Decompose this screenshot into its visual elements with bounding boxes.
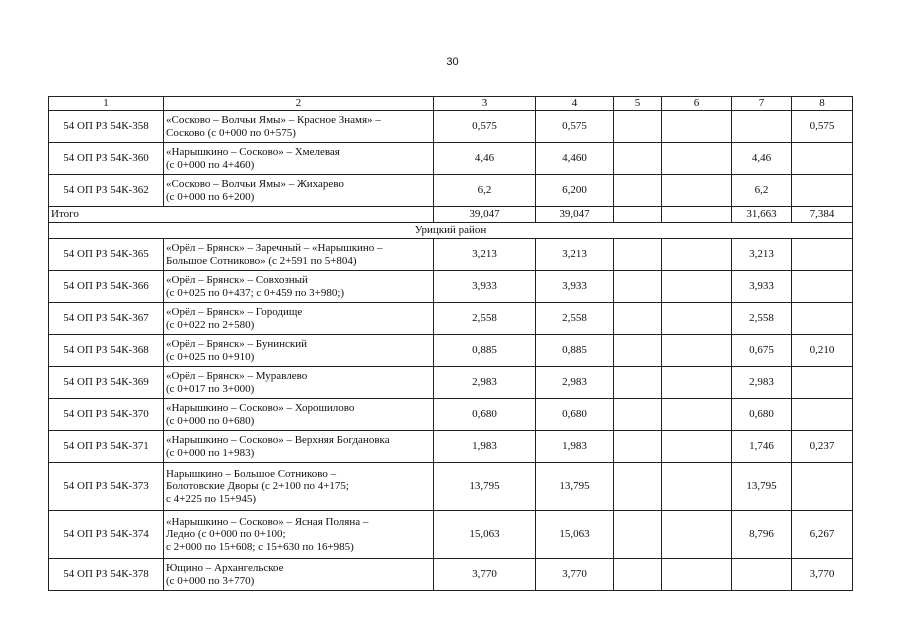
table-row bbox=[49, 271, 853, 303]
value-cell-5 bbox=[614, 335, 662, 367]
value-cell-5 bbox=[614, 303, 662, 335]
road-name-cell bbox=[164, 511, 434, 559]
value-cell-5 bbox=[614, 463, 662, 511]
value-cell-4: 3,933 bbox=[536, 271, 614, 303]
value-cell-8: 0,237 bbox=[792, 431, 853, 463]
value-cell-5 bbox=[614, 431, 662, 463]
value-cell-5 bbox=[614, 559, 662, 591]
header-cell: 6 bbox=[662, 97, 732, 111]
value-cell-6 bbox=[662, 511, 732, 559]
value-cell-7: 2,558 bbox=[732, 303, 792, 335]
road-name-line: с 2+000 по 15+608; с 15+630 по 16+985) bbox=[166, 540, 354, 553]
road-name-line: Нарышкино – Большое Сотниково – bbox=[166, 467, 337, 480]
value-cell-8: 0,210 bbox=[792, 335, 853, 367]
value-cell-7: 6,2 bbox=[732, 175, 792, 207]
road-name-cell bbox=[164, 303, 434, 335]
value-cell-3: 1,983 bbox=[434, 431, 536, 463]
road-name-cell bbox=[164, 111, 434, 143]
value-cell-3: 3,213 bbox=[434, 239, 536, 271]
road-number-cell: 54 ОП РЗ 54К-368 bbox=[49, 335, 164, 367]
value-cell-6 bbox=[662, 271, 732, 303]
table-row bbox=[49, 431, 853, 463]
value-cell-4: 2,983 bbox=[536, 367, 614, 399]
value-cell-3: 4,46 bbox=[434, 143, 536, 175]
region-row bbox=[49, 223, 853, 239]
road-name-line: «Нарышкино – Сосково» – Хмелевая bbox=[166, 146, 340, 158]
value-cell-6 bbox=[662, 335, 732, 367]
value-cell-6 bbox=[662, 431, 732, 463]
road-name-line: «Орёл – Брянск» – Бунинский bbox=[166, 338, 308, 350]
road-name-line: Болотовские Дворы (с 2+100 по 4+175; bbox=[166, 480, 349, 493]
road-name-cell bbox=[164, 431, 434, 463]
header-cell: 3 bbox=[434, 97, 536, 111]
table-row bbox=[49, 511, 853, 559]
road-name-line: (с 0+000 по 6+200) bbox=[166, 190, 255, 203]
road-name-line: «Орёл – Брянск» – Муравлево bbox=[166, 370, 308, 382]
page-number: 30 bbox=[446, 56, 459, 68]
value-cell-7 bbox=[732, 111, 792, 143]
value-cell-8 bbox=[792, 239, 853, 271]
total-value-4: 39,047 bbox=[536, 207, 614, 223]
road-name-line: «Нарышкино – Сосково» – Хорошилово bbox=[166, 402, 355, 414]
table-row bbox=[49, 111, 853, 143]
road-name-line: «Орёл – Брянск» – Совхозный bbox=[166, 274, 308, 286]
value-cell-8 bbox=[792, 303, 853, 335]
table-row bbox=[49, 239, 853, 271]
road-name-cell bbox=[164, 175, 434, 207]
header-row bbox=[49, 97, 853, 111]
road-number-cell: 54 ОП РЗ 54К-365 bbox=[49, 239, 164, 271]
value-cell-8 bbox=[792, 399, 853, 431]
value-cell-6 bbox=[662, 559, 732, 591]
road-name-line: (с 0+000 по 0+680) bbox=[166, 414, 255, 427]
road-name-cell bbox=[164, 463, 434, 511]
road-name-cell bbox=[164, 399, 434, 431]
table-row bbox=[49, 559, 853, 591]
value-cell-6 bbox=[662, 303, 732, 335]
value-cell-5 bbox=[614, 239, 662, 271]
value-cell-8: 3,770 bbox=[792, 559, 853, 591]
total-value-6 bbox=[662, 207, 732, 223]
value-cell-4: 1,983 bbox=[536, 431, 614, 463]
value-cell-5 bbox=[614, 111, 662, 143]
value-cell-8 bbox=[792, 175, 853, 207]
value-cell-5 bbox=[614, 399, 662, 431]
value-cell-7: 4,46 bbox=[732, 143, 792, 175]
table-row bbox=[49, 367, 853, 399]
total-value-8: 7,384 bbox=[792, 207, 853, 223]
road-number-cell: 54 ОП РЗ 54К-360 bbox=[49, 143, 164, 175]
road-number-cell: 54 ОП РЗ 54К-370 bbox=[49, 399, 164, 431]
value-cell-5 bbox=[614, 175, 662, 207]
value-cell-8: 6,267 bbox=[792, 511, 853, 559]
value-cell-5 bbox=[614, 367, 662, 399]
road-name-line: (с 0+000 по 4+460) bbox=[166, 158, 255, 171]
total-value-3: 39,047 bbox=[434, 207, 536, 223]
value-cell-7: 3,213 bbox=[732, 239, 792, 271]
value-cell-3: 0,575 bbox=[434, 111, 536, 143]
value-cell-3: 3,770 bbox=[434, 559, 536, 591]
road-name-line: Сосково (с 0+000 по 0+575) bbox=[166, 126, 296, 139]
region-title: Урицкий район bbox=[49, 223, 853, 239]
total-value-5 bbox=[614, 207, 662, 223]
value-cell-3: 15,063 bbox=[434, 511, 536, 559]
road-name-line: (с 0+000 по 1+983) bbox=[166, 446, 255, 459]
value-cell-8: 0,575 bbox=[792, 111, 853, 143]
road-name-line: (с 0+022 по 2+580) bbox=[166, 318, 255, 331]
value-cell-5 bbox=[614, 143, 662, 175]
value-cell-3: 0,885 bbox=[434, 335, 536, 367]
value-cell-6 bbox=[662, 143, 732, 175]
value-cell-4: 3,213 bbox=[536, 239, 614, 271]
road-name-line: (с 0+000 по 3+770) bbox=[166, 574, 255, 587]
value-cell-6 bbox=[662, 239, 732, 271]
value-cell-4: 2,558 bbox=[536, 303, 614, 335]
road-number-cell: 54 ОП РЗ 54К-374 bbox=[49, 511, 164, 559]
road-name-line: «Орёл – Брянск» – Городище bbox=[166, 306, 303, 318]
road-number-cell: 54 ОП РЗ 54К-371 bbox=[49, 431, 164, 463]
header-cell: 8 bbox=[792, 97, 853, 111]
table-row bbox=[49, 463, 853, 511]
value-cell-4: 0,885 bbox=[536, 335, 614, 367]
value-cell-3: 13,795 bbox=[434, 463, 536, 511]
road-name-cell bbox=[164, 335, 434, 367]
value-cell-7: 1,746 bbox=[732, 431, 792, 463]
value-cell-3: 2,983 bbox=[434, 367, 536, 399]
road-name-line: «Нарышкино – Сосково» – Ясная Поляна – bbox=[166, 515, 369, 528]
value-cell-6 bbox=[662, 367, 732, 399]
value-cell-6 bbox=[662, 111, 732, 143]
value-cell-7: 8,796 bbox=[732, 511, 792, 559]
value-cell-3: 6,2 bbox=[434, 175, 536, 207]
value-cell-3: 3,933 bbox=[434, 271, 536, 303]
value-cell-4: 0,680 bbox=[536, 399, 614, 431]
road-name-line: Большое Сотниково» (с 2+591 по 5+804) bbox=[166, 254, 357, 267]
road-name-line: «Сосково – Волчьи Ямы» – Жихарево bbox=[166, 178, 344, 190]
road-number-cell: 54 ОП РЗ 54К-369 bbox=[49, 367, 164, 399]
road-name-cell bbox=[164, 367, 434, 399]
road-name-cell bbox=[164, 559, 434, 591]
header-cell: 4 bbox=[536, 97, 614, 111]
value-cell-4: 4,460 bbox=[536, 143, 614, 175]
header-cell: 2 bbox=[164, 97, 434, 111]
table-row bbox=[49, 175, 853, 207]
value-cell-7: 0,680 bbox=[732, 399, 792, 431]
road-name-line: с 4+225 по 15+945) bbox=[166, 492, 257, 505]
road-name-line: (с 0+017 по 3+000) bbox=[166, 382, 255, 395]
value-cell-7: 0,675 bbox=[732, 335, 792, 367]
value-cell-4: 6,200 bbox=[536, 175, 614, 207]
road-number-cell: 54 ОП РЗ 54К-373 bbox=[49, 463, 164, 511]
road-name-line: Ледно (с 0+000 по 0+100; bbox=[166, 528, 286, 541]
total-value-7: 31,663 bbox=[732, 207, 792, 223]
value-cell-3: 0,680 bbox=[434, 399, 536, 431]
road-number-cell: 54 ОП РЗ 54К-358 bbox=[49, 111, 164, 143]
value-cell-7 bbox=[732, 559, 792, 591]
value-cell-4: 13,795 bbox=[536, 463, 614, 511]
road-name-cell bbox=[164, 239, 434, 271]
road-name-cell bbox=[164, 271, 434, 303]
value-cell-3: 2,558 bbox=[434, 303, 536, 335]
table-row bbox=[49, 399, 853, 431]
road-name-line: Ющино – Архангельское bbox=[166, 562, 284, 574]
value-cell-8 bbox=[792, 367, 853, 399]
header-cell: 7 bbox=[732, 97, 792, 111]
header-cell: 1 bbox=[49, 97, 164, 111]
value-cell-7: 3,933 bbox=[732, 271, 792, 303]
roads-table bbox=[48, 96, 853, 591]
roads-table-body bbox=[49, 97, 853, 591]
value-cell-4: 15,063 bbox=[536, 511, 614, 559]
value-cell-7: 2,983 bbox=[732, 367, 792, 399]
road-name-line: (с 0+025 по 0+910) bbox=[166, 350, 255, 363]
road-name-line: «Орёл – Брянск» – Заречный – «Нарышкино – bbox=[166, 242, 383, 254]
road-name-line: «Сосково – Волчьи Ямы» – Красное Знамя» – bbox=[166, 114, 381, 126]
value-cell-7: 13,795 bbox=[732, 463, 792, 511]
header-cell: 5 bbox=[614, 97, 662, 111]
road-name-line: «Нарышкино – Сосково» – Верхняя Богдановка bbox=[166, 434, 390, 446]
value-cell-4: 3,770 bbox=[536, 559, 614, 591]
total-row bbox=[49, 207, 853, 223]
value-cell-4: 0,575 bbox=[536, 111, 614, 143]
road-name-cell bbox=[164, 143, 434, 175]
value-cell-6 bbox=[662, 175, 732, 207]
road-number-cell: 54 ОП РЗ 54К-367 bbox=[49, 303, 164, 335]
table-row bbox=[49, 143, 853, 175]
value-cell-5 bbox=[614, 511, 662, 559]
value-cell-8 bbox=[792, 463, 853, 511]
value-cell-6 bbox=[662, 399, 732, 431]
table-row bbox=[49, 335, 853, 367]
road-number-cell: 54 ОП РЗ 54К-362 bbox=[49, 175, 164, 207]
value-cell-8 bbox=[792, 271, 853, 303]
total-label: Итого bbox=[49, 207, 434, 223]
table-row bbox=[49, 303, 853, 335]
road-name-line: (с 0+025 по 0+437; с 0+459 по 3+980;) bbox=[166, 286, 345, 299]
road-number-cell: 54 ОП РЗ 54К-378 bbox=[49, 559, 164, 591]
value-cell-6 bbox=[662, 463, 732, 511]
value-cell-8 bbox=[792, 143, 853, 175]
road-number-cell: 54 ОП РЗ 54К-366 bbox=[49, 271, 164, 303]
value-cell-5 bbox=[614, 271, 662, 303]
